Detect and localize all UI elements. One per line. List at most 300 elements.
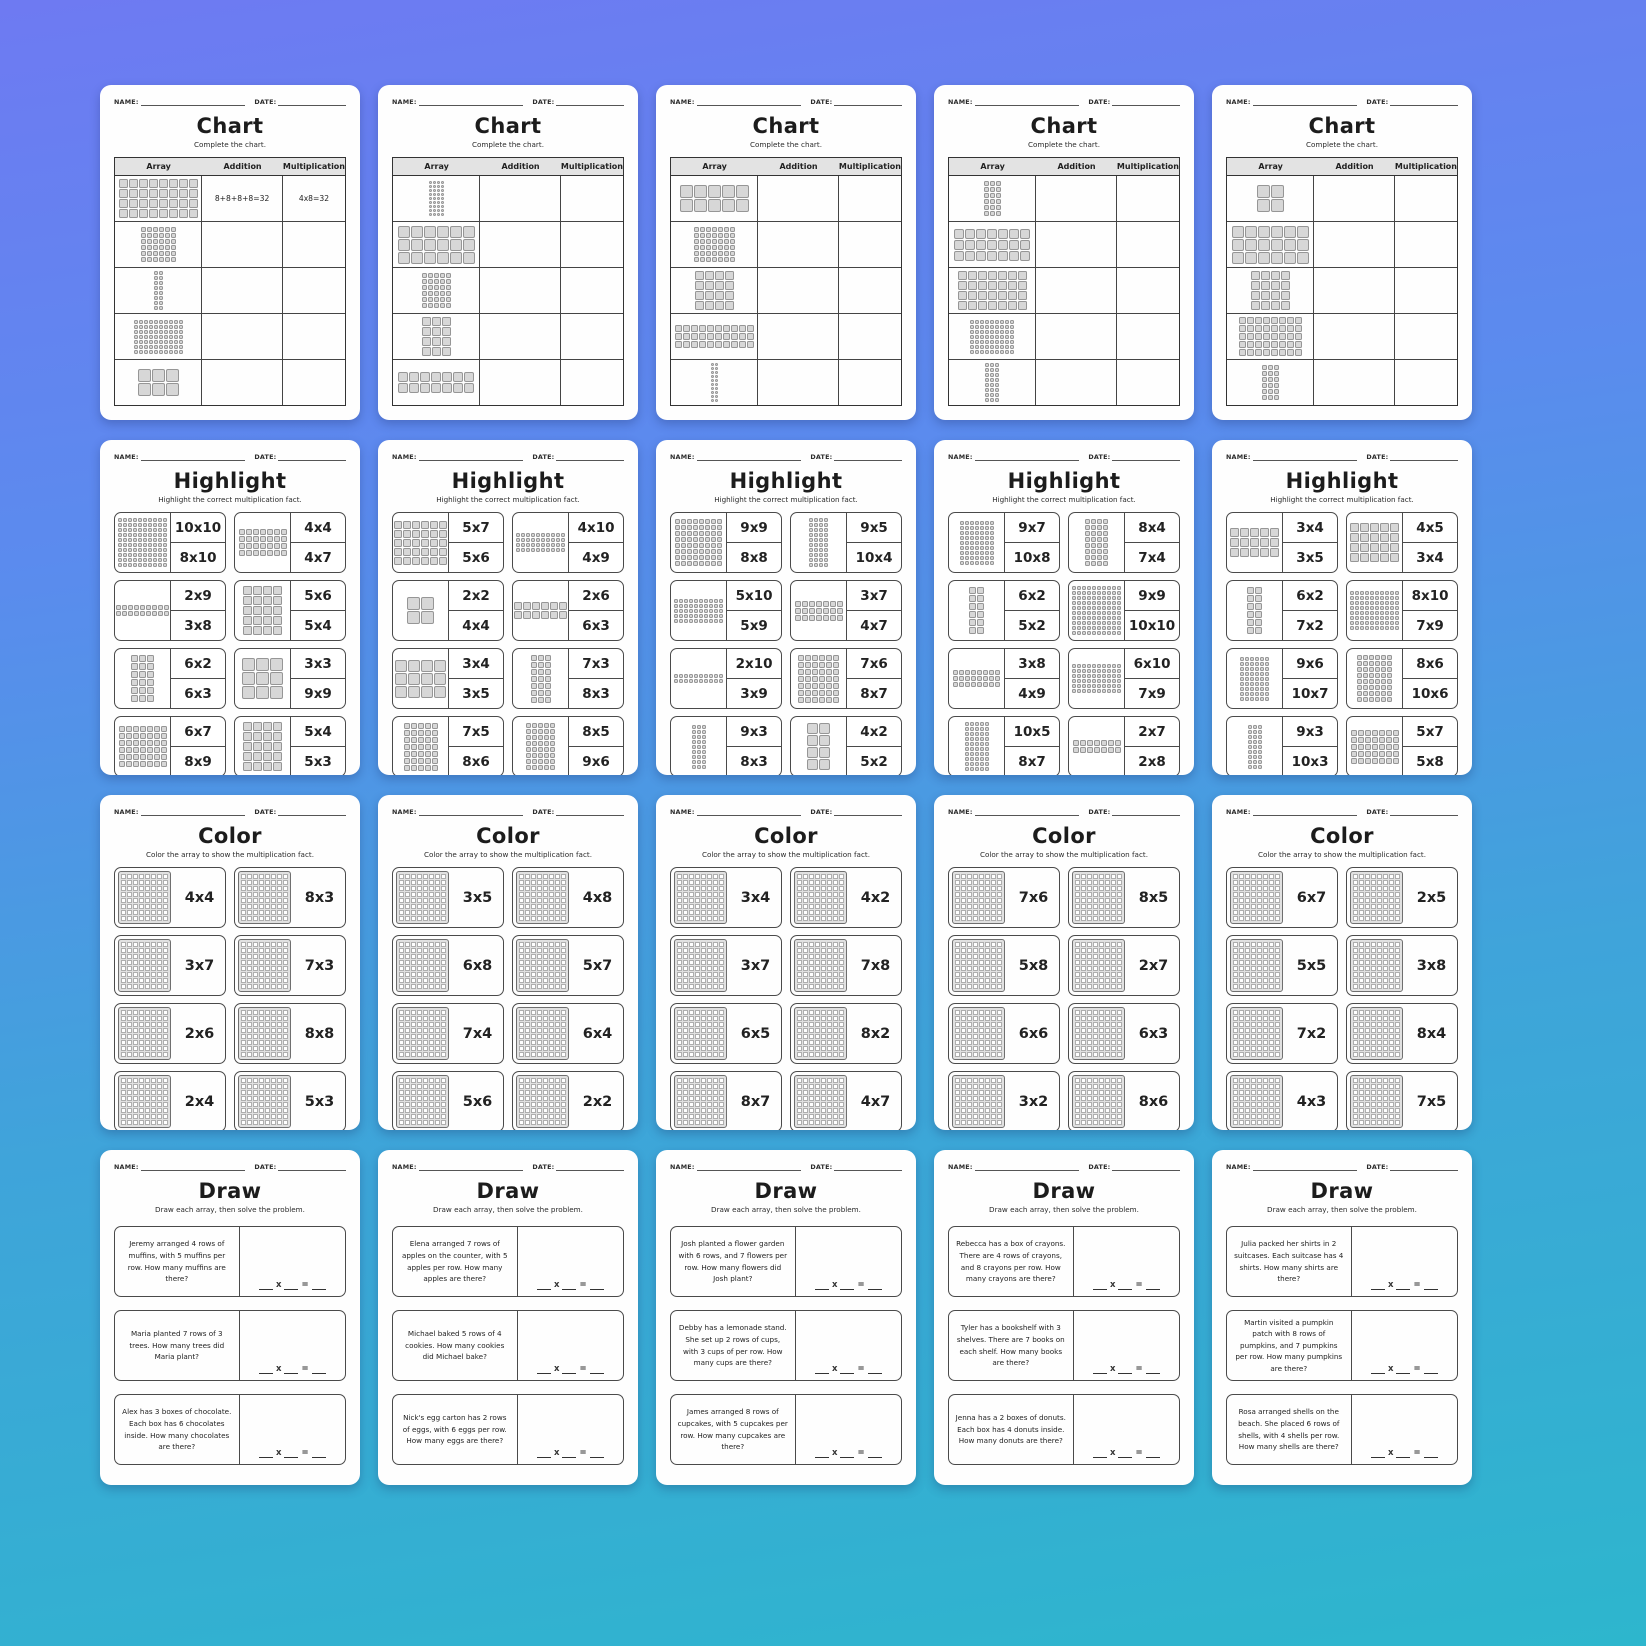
blank-square[interactable]: [973, 1052, 978, 1057]
blank-square[interactable]: [809, 1022, 814, 1027]
blank-square[interactable]: [1257, 1034, 1262, 1039]
blank-square[interactable]: [961, 1120, 966, 1125]
blank-square[interactable]: [151, 1028, 156, 1033]
blank-square[interactable]: [151, 1096, 156, 1101]
blank-square[interactable]: [967, 1078, 972, 1083]
blank-square[interactable]: [1233, 972, 1238, 977]
blank-square[interactable]: [991, 1052, 996, 1057]
blank-square[interactable]: [1233, 904, 1238, 909]
blank-square[interactable]: [441, 904, 446, 909]
blank-square[interactable]: [1117, 886, 1122, 891]
blank-square[interactable]: [695, 1034, 700, 1039]
blank-square[interactable]: [441, 972, 446, 977]
blank-square[interactable]: [247, 892, 252, 897]
blank-square[interactable]: [429, 886, 434, 891]
blank-square[interactable]: [839, 1034, 844, 1039]
blank-square[interactable]: [1087, 1108, 1092, 1113]
blank-square[interactable]: [1099, 1010, 1104, 1015]
fact-option[interactable]: 4x2: [860, 723, 888, 740]
blank-square[interactable]: [1105, 1052, 1110, 1057]
blank-square[interactable]: [277, 942, 282, 947]
blank-square[interactable]: [405, 948, 410, 953]
blank-square[interactable]: [1395, 942, 1400, 947]
blank-square[interactable]: [441, 892, 446, 897]
blank-square[interactable]: [519, 874, 524, 879]
blank-square[interactable]: [1117, 1120, 1122, 1125]
fact-option[interactable]: 4x10: [577, 519, 615, 536]
blank-square[interactable]: [991, 1120, 996, 1125]
blank-square[interactable]: [277, 984, 282, 989]
blank-square[interactable]: [1245, 874, 1250, 879]
fact-option[interactable]: 9x9: [1138, 587, 1166, 604]
blank-square[interactable]: [707, 1114, 712, 1119]
blank-square[interactable]: [1111, 880, 1116, 885]
fact-option[interactable]: 10x10: [174, 519, 222, 536]
blank-square[interactable]: [827, 948, 832, 953]
blank-square[interactable]: [1081, 966, 1086, 971]
blank-square[interactable]: [1093, 880, 1098, 885]
blank-square[interactable]: [157, 1120, 162, 1125]
blank-square[interactable]: [1365, 880, 1370, 885]
blank-square[interactable]: [441, 886, 446, 891]
blank-square[interactable]: [701, 1046, 706, 1051]
blank-square[interactable]: [435, 892, 440, 897]
blank-square[interactable]: [1099, 1046, 1104, 1051]
blank-square[interactable]: [1245, 1010, 1250, 1015]
blank-square[interactable]: [815, 1052, 820, 1057]
blank-square[interactable]: [827, 942, 832, 947]
blank-square[interactable]: [1365, 954, 1370, 959]
blank-square[interactable]: [549, 880, 554, 885]
fact-option[interactable]: 5x2: [1005, 610, 1059, 640]
blank-square[interactable]: [1365, 910, 1370, 915]
blank-square[interactable]: [719, 1102, 724, 1107]
blank-square[interactable]: [833, 1084, 838, 1089]
blank-square[interactable]: [1263, 948, 1268, 953]
blank-square[interactable]: [1389, 886, 1394, 891]
blank-square[interactable]: [1099, 966, 1104, 971]
blank-square[interactable]: [1105, 1034, 1110, 1039]
blank-square[interactable]: [815, 898, 820, 903]
blank-square[interactable]: [719, 1028, 724, 1033]
blank-square[interactable]: [519, 898, 524, 903]
blank-square[interactable]: [1371, 898, 1376, 903]
blank-square[interactable]: [1389, 874, 1394, 879]
blank-square[interactable]: [163, 886, 168, 891]
blank-square[interactable]: [1081, 1090, 1086, 1095]
blank-square[interactable]: [967, 1114, 972, 1119]
blank-square[interactable]: [163, 1046, 168, 1051]
blank-square[interactable]: [1251, 948, 1256, 953]
blank-square[interactable]: [1257, 910, 1262, 915]
blank-square[interactable]: [815, 892, 820, 897]
blank-square[interactable]: [151, 960, 156, 965]
blank-square[interactable]: [399, 1028, 404, 1033]
blank-square[interactable]: [561, 978, 566, 983]
blank-square[interactable]: [1257, 904, 1262, 909]
blank-square[interactable]: [121, 1046, 126, 1051]
blank-square[interactable]: [833, 898, 838, 903]
blank-square[interactable]: [713, 1022, 718, 1027]
blank-square[interactable]: [265, 966, 270, 971]
blank-square[interactable]: [985, 1084, 990, 1089]
blank-square[interactable]: [985, 942, 990, 947]
blank-square[interactable]: [151, 916, 156, 921]
blank-square[interactable]: [803, 1040, 808, 1045]
blank-square[interactable]: [985, 904, 990, 909]
blank-square[interactable]: [967, 1022, 972, 1027]
blank-square[interactable]: [707, 966, 712, 971]
blank-square[interactable]: [121, 904, 126, 909]
blank-square[interactable]: [549, 1120, 554, 1125]
blank-square[interactable]: [283, 948, 288, 953]
blank-square[interactable]: [241, 972, 246, 977]
blank-square[interactable]: [157, 1108, 162, 1113]
blank-square[interactable]: [701, 1016, 706, 1021]
blank-square[interactable]: [253, 960, 258, 965]
blank-square[interactable]: [719, 1120, 724, 1125]
color-array-grid[interactable]: [1230, 871, 1283, 924]
blank-square[interactable]: [677, 960, 682, 965]
blank-square[interactable]: [561, 1108, 566, 1113]
blank-square[interactable]: [253, 1010, 258, 1015]
blank-square[interactable]: [1087, 880, 1092, 885]
fact-option[interactable]: 5x7: [1416, 723, 1444, 740]
blank-square[interactable]: [417, 1046, 422, 1051]
color-array-grid[interactable]: [238, 871, 291, 924]
blank-square[interactable]: [1353, 910, 1358, 915]
blank-square[interactable]: [411, 978, 416, 983]
blank-square[interactable]: [417, 904, 422, 909]
blank-square[interactable]: [1111, 966, 1116, 971]
blank-square[interactable]: [411, 1108, 416, 1113]
blank-square[interactable]: [1245, 984, 1250, 989]
blank-square[interactable]: [1111, 910, 1116, 915]
blank-square[interactable]: [561, 916, 566, 921]
blank-square[interactable]: [277, 904, 282, 909]
blank-square[interactable]: [163, 1108, 168, 1113]
blank-square[interactable]: [695, 1120, 700, 1125]
blank-square[interactable]: [683, 984, 688, 989]
blank-square[interactable]: [973, 1090, 978, 1095]
blank-square[interactable]: [1275, 904, 1280, 909]
blank-square[interactable]: [1087, 1084, 1092, 1089]
blank-square[interactable]: [1093, 966, 1098, 971]
blank-square[interactable]: [127, 966, 132, 971]
blank-square[interactable]: [271, 1022, 276, 1027]
blank-square[interactable]: [283, 874, 288, 879]
blank-square[interactable]: [145, 916, 150, 921]
blank-square[interactable]: [707, 1102, 712, 1107]
blank-square[interactable]: [997, 1016, 1002, 1021]
blank-square[interactable]: [973, 898, 978, 903]
fact-option[interactable]: 10x6: [1403, 678, 1457, 708]
blank-square[interactable]: [1263, 1040, 1268, 1045]
blank-square[interactable]: [163, 1090, 168, 1095]
blank-square[interactable]: [677, 1028, 682, 1033]
blank-square[interactable]: [955, 942, 960, 947]
blank-square[interactable]: [405, 1102, 410, 1107]
blank-square[interactable]: [1389, 916, 1394, 921]
blank-square[interactable]: [163, 1028, 168, 1033]
blank-square[interactable]: [405, 898, 410, 903]
fact-option[interactable]: 10x10: [1125, 610, 1179, 640]
blank-square[interactable]: [411, 1096, 416, 1101]
blank-square[interactable]: [1377, 984, 1382, 989]
blank-square[interactable]: [967, 942, 972, 947]
blank-square[interactable]: [241, 880, 246, 885]
blank-square[interactable]: [537, 942, 542, 947]
blank-square[interactable]: [253, 916, 258, 921]
blank-square[interactable]: [815, 1016, 820, 1021]
blank-square[interactable]: [399, 954, 404, 959]
blank-square[interactable]: [701, 1028, 706, 1033]
fact-option[interactable]: 8x3: [569, 678, 623, 708]
blank-square[interactable]: [683, 978, 688, 983]
blank-square[interactable]: [839, 1016, 844, 1021]
blank-square[interactable]: [803, 910, 808, 915]
blank-square[interactable]: [1377, 916, 1382, 921]
blank-square[interactable]: [701, 880, 706, 885]
color-array-grid[interactable]: [396, 1075, 449, 1128]
blank-square[interactable]: [1275, 954, 1280, 959]
blank-square[interactable]: [827, 954, 832, 959]
blank-square[interactable]: [827, 1078, 832, 1083]
blank-square[interactable]: [839, 948, 844, 953]
blank-square[interactable]: [549, 1010, 554, 1015]
blank-square[interactable]: [157, 1016, 162, 1021]
blank-square[interactable]: [1359, 904, 1364, 909]
blank-square[interactable]: [1389, 942, 1394, 947]
blank-square[interactable]: [1353, 880, 1358, 885]
blank-square[interactable]: [531, 972, 536, 977]
blank-square[interactable]: [803, 1010, 808, 1015]
blank-square[interactable]: [979, 1046, 984, 1051]
blank-square[interactable]: [127, 1046, 132, 1051]
blank-square[interactable]: [815, 1084, 820, 1089]
blank-square[interactable]: [399, 1084, 404, 1089]
blank-square[interactable]: [803, 1114, 808, 1119]
blank-square[interactable]: [713, 948, 718, 953]
blank-square[interactable]: [399, 1010, 404, 1015]
blank-square[interactable]: [157, 984, 162, 989]
blank-square[interactable]: [1269, 954, 1274, 959]
blank-square[interactable]: [719, 1114, 724, 1119]
blank-square[interactable]: [821, 942, 826, 947]
blank-square[interactable]: [1117, 916, 1122, 921]
blank-square[interactable]: [955, 916, 960, 921]
blank-square[interactable]: [833, 1090, 838, 1095]
blank-square[interactable]: [399, 1046, 404, 1051]
blank-square[interactable]: [121, 1022, 126, 1027]
blank-square[interactable]: [277, 972, 282, 977]
blank-square[interactable]: [271, 1102, 276, 1107]
blank-square[interactable]: [797, 1078, 802, 1083]
blank-square[interactable]: [519, 966, 524, 971]
blank-square[interactable]: [241, 984, 246, 989]
blank-square[interactable]: [151, 942, 156, 947]
blank-square[interactable]: [1075, 954, 1080, 959]
blank-square[interactable]: [689, 960, 694, 965]
blank-square[interactable]: [121, 1028, 126, 1033]
blank-square[interactable]: [803, 880, 808, 885]
blank-square[interactable]: [839, 1078, 844, 1083]
blank-square[interactable]: [1239, 960, 1244, 965]
blank-square[interactable]: [985, 886, 990, 891]
blank-square[interactable]: [283, 960, 288, 965]
blank-square[interactable]: [1395, 954, 1400, 959]
blank-square[interactable]: [241, 1102, 246, 1107]
blank-square[interactable]: [1251, 880, 1256, 885]
blank-square[interactable]: [163, 984, 168, 989]
blank-square[interactable]: [133, 904, 138, 909]
blank-square[interactable]: [973, 972, 978, 977]
blank-square[interactable]: [561, 880, 566, 885]
blank-square[interactable]: [713, 972, 718, 977]
blank-square[interactable]: [1111, 1114, 1116, 1119]
blank-square[interactable]: [145, 1120, 150, 1125]
blank-square[interactable]: [411, 1102, 416, 1107]
blank-square[interactable]: [1099, 1034, 1104, 1039]
blank-square[interactable]: [253, 1096, 258, 1101]
blank-square[interactable]: [1117, 960, 1122, 965]
blank-square[interactable]: [677, 1034, 682, 1039]
blank-square[interactable]: [259, 898, 264, 903]
blank-square[interactable]: [1395, 966, 1400, 971]
blank-square[interactable]: [1353, 972, 1358, 977]
blank-square[interactable]: [1111, 954, 1116, 959]
blank-square[interactable]: [1087, 898, 1092, 903]
blank-square[interactable]: [157, 960, 162, 965]
blank-square[interactable]: [1269, 898, 1274, 903]
blank-square[interactable]: [833, 972, 838, 977]
blank-square[interactable]: [967, 1084, 972, 1089]
blank-square[interactable]: [973, 916, 978, 921]
blank-square[interactable]: [417, 942, 422, 947]
blank-square[interactable]: [283, 916, 288, 921]
fact-option[interactable]: 7x9: [1403, 610, 1457, 640]
blank-square[interactable]: [695, 1022, 700, 1027]
blank-square[interactable]: [677, 1090, 682, 1095]
blank-square[interactable]: [985, 1010, 990, 1015]
blank-square[interactable]: [713, 874, 718, 879]
blank-square[interactable]: [1353, 966, 1358, 971]
blank-square[interactable]: [423, 1010, 428, 1015]
blank-square[interactable]: [803, 1096, 808, 1101]
blank-square[interactable]: [525, 1052, 530, 1057]
blank-square[interactable]: [151, 954, 156, 959]
color-array-grid[interactable]: [118, 1007, 171, 1060]
blank-square[interactable]: [677, 1040, 682, 1045]
blank-square[interactable]: [127, 1108, 132, 1113]
blank-square[interactable]: [429, 916, 434, 921]
fact-option[interactable]: 5x6: [449, 542, 503, 572]
blank-square[interactable]: [701, 1010, 706, 1015]
blank-square[interactable]: [429, 1084, 434, 1089]
blank-square[interactable]: [519, 1034, 524, 1039]
blank-square[interactable]: [145, 886, 150, 891]
blank-square[interactable]: [1383, 892, 1388, 897]
blank-square[interactable]: [827, 916, 832, 921]
blank-square[interactable]: [121, 1120, 126, 1125]
blank-square[interactable]: [1245, 942, 1250, 947]
blank-square[interactable]: [549, 904, 554, 909]
blank-square[interactable]: [1087, 874, 1092, 879]
blank-square[interactable]: [1239, 1010, 1244, 1015]
blank-square[interactable]: [985, 1022, 990, 1027]
blank-square[interactable]: [423, 1016, 428, 1021]
blank-square[interactable]: [719, 874, 724, 879]
blank-square[interactable]: [985, 972, 990, 977]
blank-square[interactable]: [405, 1120, 410, 1125]
blank-square[interactable]: [435, 874, 440, 879]
blank-square[interactable]: [991, 1078, 996, 1083]
blank-square[interactable]: [1263, 880, 1268, 885]
blank-square[interactable]: [133, 874, 138, 879]
blank-square[interactable]: [549, 1046, 554, 1051]
blank-square[interactable]: [429, 1016, 434, 1021]
blank-square[interactable]: [1075, 1016, 1080, 1021]
blank-square[interactable]: [803, 886, 808, 891]
blank-square[interactable]: [677, 886, 682, 891]
blank-square[interactable]: [955, 892, 960, 897]
blank-square[interactable]: [803, 960, 808, 965]
blank-square[interactable]: [689, 1096, 694, 1101]
blank-square[interactable]: [991, 874, 996, 879]
blank-square[interactable]: [1251, 904, 1256, 909]
blank-square[interactable]: [815, 1046, 820, 1051]
blank-square[interactable]: [531, 1114, 536, 1119]
blank-square[interactable]: [145, 892, 150, 897]
blank-square[interactable]: [549, 1114, 554, 1119]
blank-square[interactable]: [127, 984, 132, 989]
blank-square[interactable]: [821, 954, 826, 959]
blank-square[interactable]: [157, 910, 162, 915]
blank-square[interactable]: [277, 966, 282, 971]
blank-square[interactable]: [967, 886, 972, 891]
blank-square[interactable]: [833, 1120, 838, 1125]
blank-square[interactable]: [1087, 1096, 1092, 1101]
blank-square[interactable]: [399, 978, 404, 983]
blank-square[interactable]: [991, 886, 996, 891]
blank-square[interactable]: [803, 966, 808, 971]
blank-square[interactable]: [555, 1090, 560, 1095]
blank-square[interactable]: [399, 948, 404, 953]
fact-option[interactable]: 7x4: [1125, 542, 1179, 572]
blank-square[interactable]: [555, 948, 560, 953]
blank-square[interactable]: [241, 1028, 246, 1033]
blank-square[interactable]: [561, 1078, 566, 1083]
blank-square[interactable]: [985, 1028, 990, 1033]
blank-square[interactable]: [1099, 1114, 1104, 1119]
blank-square[interactable]: [531, 892, 536, 897]
blank-square[interactable]: [265, 978, 270, 983]
blank-square[interactable]: [543, 966, 548, 971]
blank-square[interactable]: [435, 886, 440, 891]
blank-square[interactable]: [441, 954, 446, 959]
blank-square[interactable]: [121, 1108, 126, 1113]
blank-square[interactable]: [121, 984, 126, 989]
blank-square[interactable]: [961, 880, 966, 885]
blank-square[interactable]: [531, 916, 536, 921]
blank-square[interactable]: [1105, 1090, 1110, 1095]
blank-square[interactable]: [707, 892, 712, 897]
blank-square[interactable]: [259, 916, 264, 921]
blank-square[interactable]: [803, 1052, 808, 1057]
blank-square[interactable]: [839, 1040, 844, 1045]
blank-square[interactable]: [265, 942, 270, 947]
blank-square[interactable]: [1275, 972, 1280, 977]
